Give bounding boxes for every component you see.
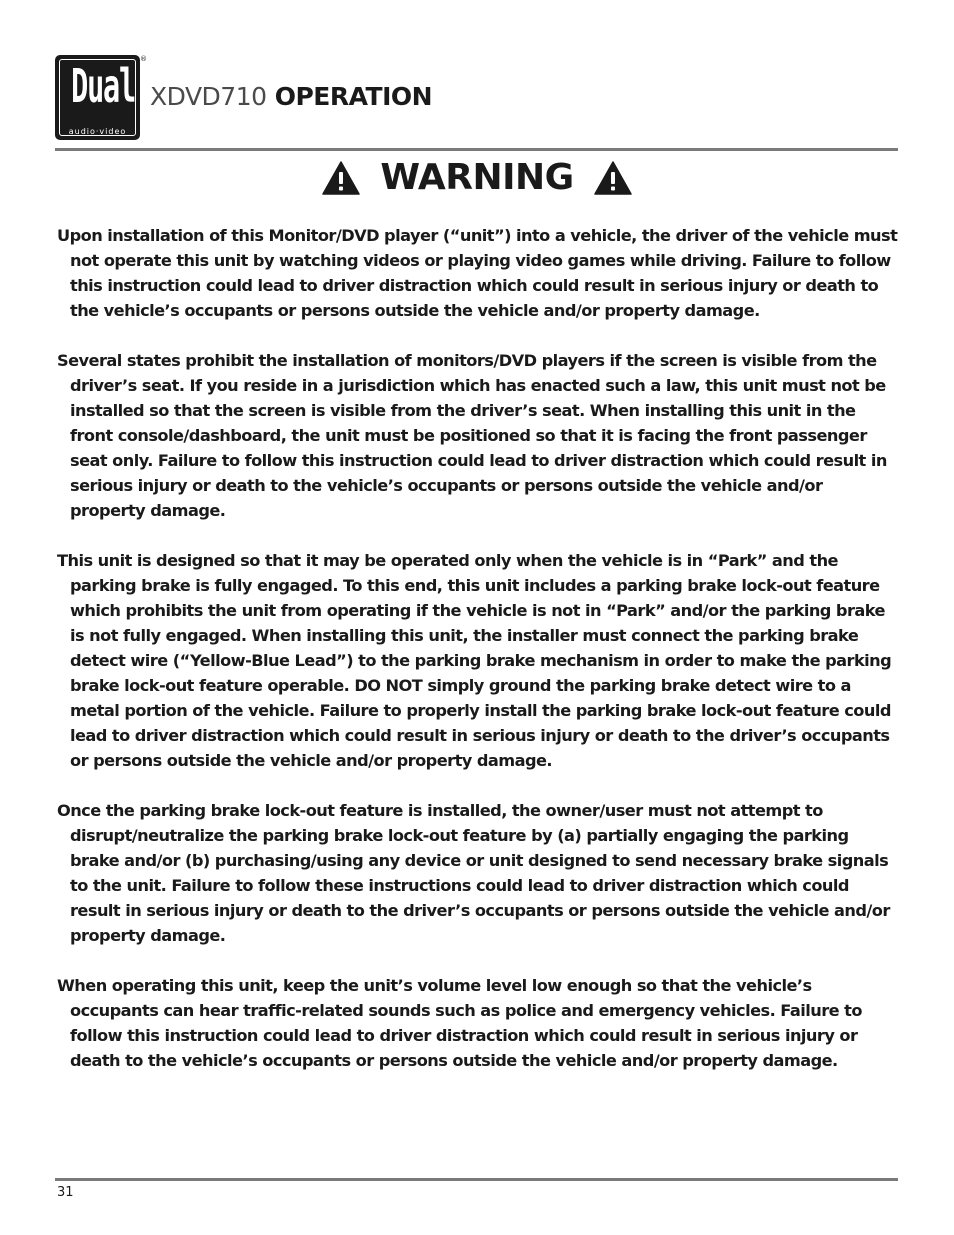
warning-triangle-icon bbox=[322, 161, 360, 195]
paragraph-driver-operation: Upon installation of this Monitor/DVD player (“unit”) into a vehicle, the driver of the vehicle must not operate this unit by watching videos or playing video games while driving. Failure to follow this instruction could lead to driver distraction which could result in serious injury or death to the vehicle’s occupants or persons outside the vehicle and/or property damage. bbox=[57, 226, 898, 320]
warning-triangle-icon bbox=[594, 161, 632, 195]
paragraph-volume-level: When operating this unit, keep the unit’s volume level low enough so that the vehicle’s occupants can hear traffic-related sounds such as police and emergency vehicles. Failure to follow this instruction could lead to driver distraction which could result in serious injury or death to the vehicle’s occupants or persons outside the vehicle and/or property damage. bbox=[57, 976, 862, 1070]
page-header-title bbox=[150, 82, 432, 112]
header-divider bbox=[55, 148, 898, 151]
warning-title: WARNING bbox=[380, 157, 574, 198]
paragraph-lockout-tamper: Once the parking brake lock-out feature is installed, the owner/user must not attempt to disrupt/neutralize the parking brake lock-out feature by (a) partially engaging the parking brake and/or (b) purchasing/using any device or unit designed to send necessary brake signals to the unit. Failure to follow these instructions could lead to driver distraction which could result in serious injury or death to the driver’s occupants or persons outside the vehicle and/or property damage. bbox=[57, 801, 890, 945]
paragraph-parking-brake: This unit is designed so that it may be operated only when the vehicle is in “Park” and the parking brake is fully engaged. To this end, this unit includes a parking brake lock-out feature which prohibits the unit from operating if the vehicle is not in “Park” and/or the parking brake is not fully engaged. When installing this unit, the installer must connect the parking brake detect wire (“Yellow-Blue Lead”) to the parking brake mechanism in order to make the parking brake lock-out feature operable. DO NOT simply ground the parking brake detect wire to a metal portion of the vehicle. Failure to properly install the parking brake lock-out feature could lead to driver distraction which could result in serious injury or death to the driver’s occupants or persons outside the vehicle and/or property damage. bbox=[57, 551, 892, 770]
page-number: 31 bbox=[57, 1185, 74, 1200]
warning-body bbox=[57, 223, 899, 1098]
warning-heading bbox=[0, 152, 954, 204]
logo-wordmark: Dual bbox=[71, 59, 135, 113]
dual-logo bbox=[55, 55, 140, 140]
footer-divider bbox=[55, 1178, 898, 1181]
registered-mark: ® bbox=[140, 55, 147, 63]
model-name: XDVD710 bbox=[150, 82, 267, 111]
section-name: OPERATION bbox=[274, 82, 433, 111]
logo-subtitle: audio·video bbox=[68, 127, 127, 136]
paragraph-state-laws: Several states prohibit the installation of monitors/DVD players if the screen is visible from the driver’s seat. If you reside in a jurisdiction which has enacted such a law, this unit must not be installed so that the screen is visible from the driver’s seat. When installing this unit in the front console/dashboard, the unit must be positioned so that it is facing the front passenger seat only. Failure to follow this instruction could lead to driver distraction which could result in serious injury or death to the vehicle’s occupants or persons outside the vehicle and/or property damage. bbox=[57, 351, 887, 520]
